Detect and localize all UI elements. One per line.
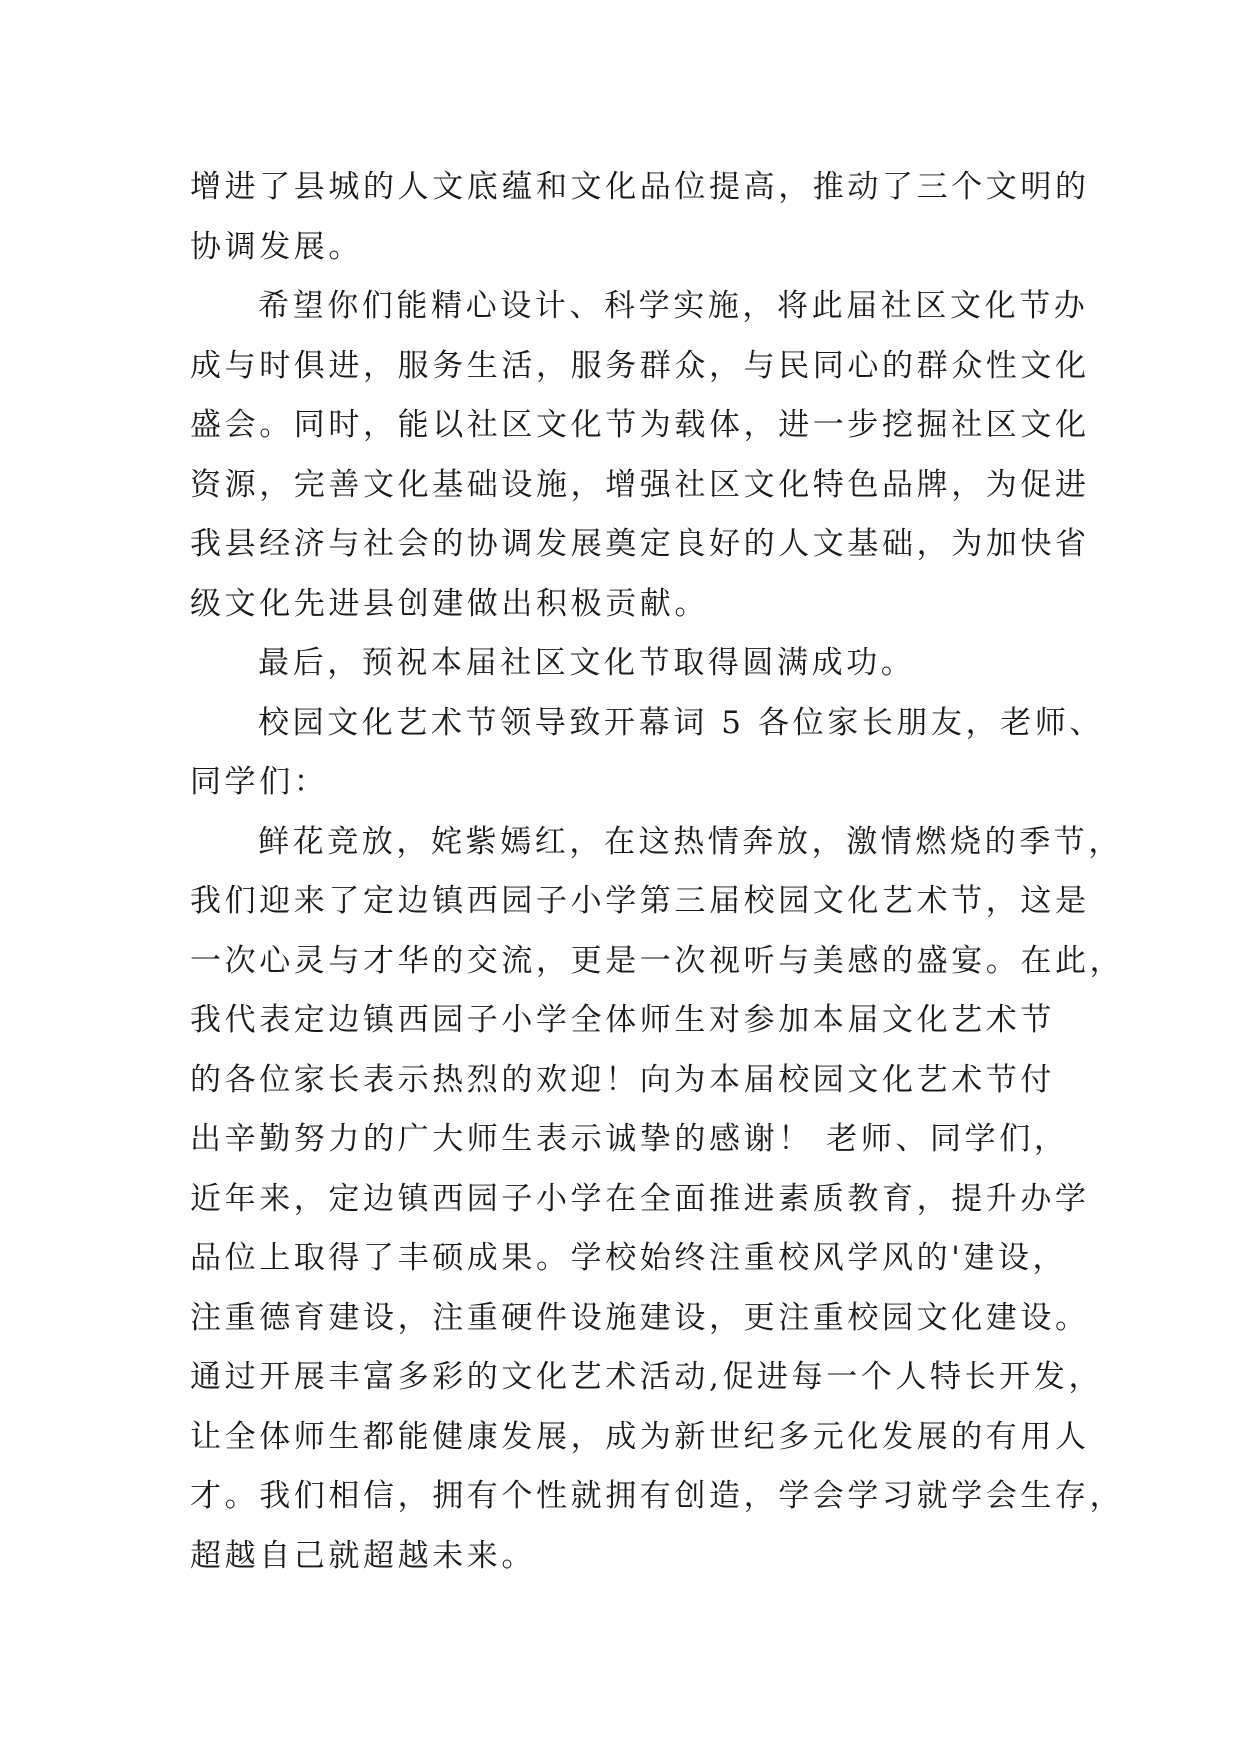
text-line: 盛会。同时，能以社区文化节为载体，进一步挖掘社区文化 — [190, 407, 1090, 443]
text-line: 鲜花竞放，姹紫嫣红，在这热情奔放，激情燃烧的季节， — [258, 823, 1123, 860]
text-line: 我县经济与社会的协调发展奠定良好的人文基础，为加快省 — [190, 526, 1090, 562]
text-line: 才。我们相信，拥有个性就拥有创造，学会学习就学会生存， — [190, 1478, 1125, 1514]
text-line: 注重德育建设，注重硬件设施建设，更注重校园文化建设。 — [190, 1299, 1090, 1336]
text-line: 一次心灵与才华的交流，更是一次视听与美感的盛宴。在此， — [190, 942, 1125, 979]
text-line: 我们迎来了定边镇西园子小学第三届校园文化艺术节，这是 — [190, 883, 1090, 919]
text-line: 我代表定边镇西园子小学全体师生对参加本届文化艺术节 — [190, 1002, 1055, 1038]
text-line: 超越自己就超越未来。 — [190, 1537, 536, 1574]
text-line: 同学们： — [190, 764, 329, 800]
text-line: 增进了县城的人文底蕴和文化品位提高，推动了三个文明的 — [190, 169, 1090, 205]
text-line: 校园文化艺术节领导致开幕词 5 各位家长朋友，老师、 — [258, 704, 1105, 741]
text-line: 最后，预祝本届社区文化节取得圆满成功。 — [258, 645, 916, 681]
text-line: 协调发展。 — [190, 228, 363, 265]
text-line: 让全体师生都能健康发展，成为新世纪多元化发展的有用人 — [190, 1418, 1090, 1455]
text-line: 级文化先进县创建做出积极贡献。 — [190, 585, 709, 622]
text-line: 通过开展丰富多彩的文化艺术活动,促进每一个人特长开发， — [190, 1359, 1104, 1395]
text-line: 希望你们能精心设计、科学实施，将此届社区文化节办 — [258, 288, 1089, 324]
text-line: 近年来，定边镇西园子小学在全面推进素质教育，提升办学 — [190, 1180, 1090, 1217]
text-line: 出辛勤努力的广大师生表示诚挚的感谢！ 老师、同学们， — [190, 1121, 1069, 1157]
text-line: 品位上取得了丰硕成果。学校始终注重校风学风的'建设， — [190, 1240, 1068, 1276]
text-line: 的各位家长表示热烈的欢迎！向为本届校园文化艺术节付 — [190, 1061, 1055, 1098]
document-body — [190, 158, 1125, 1586]
text-line: 资源，完善文化基础设施，增强社区文化特色品牌，为促进 — [190, 466, 1090, 503]
text-line: 成与时俱进，服务生活，服务群众，与民同心的群众性文化 — [190, 347, 1090, 384]
